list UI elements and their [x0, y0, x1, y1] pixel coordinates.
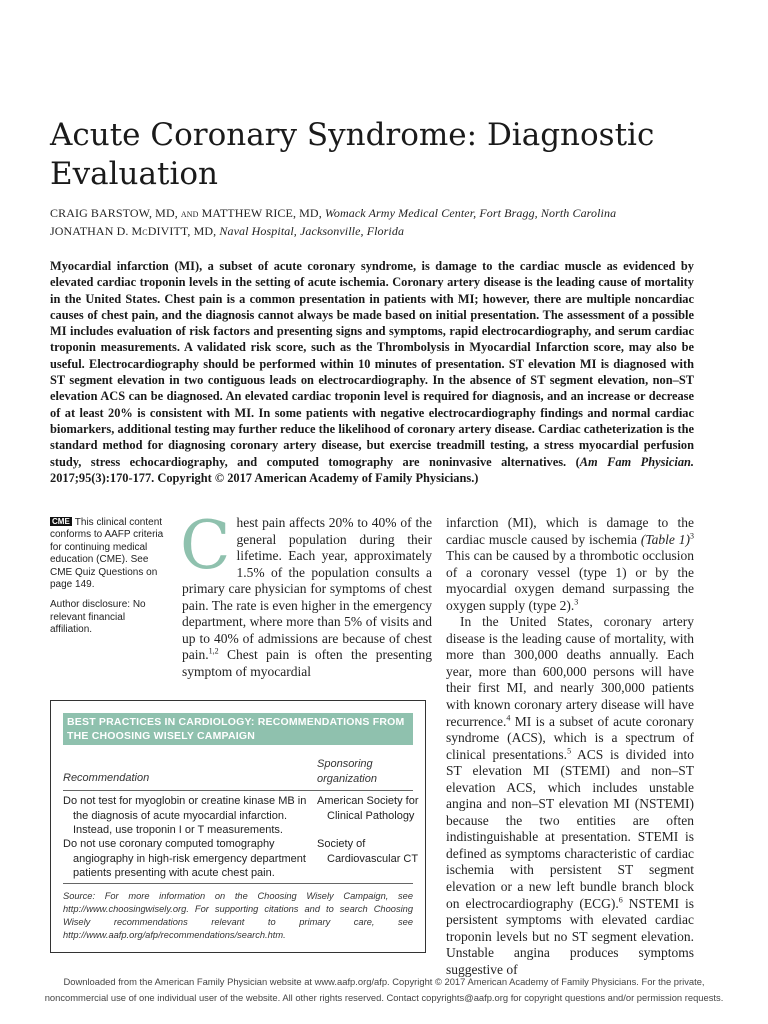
column-header-organization: Sponsoring organization: [317, 758, 377, 785]
page-title: Acute Coronary Syndrome: Diagnostic Evaluation: [50, 117, 655, 192]
body-column-2: [446, 515, 694, 978]
sidebar-notes: [50, 517, 165, 645]
best-practices-box: [50, 700, 426, 953]
best-practices-source: Source: For more information on the Choosing Wisely Campaign, see http://www.choosingwisely.org. For supporting citations and to search Choosing Wisely recommendations relevant to primary care, see http://www.aafp.org/afp/recommendations/search.htm.: [63, 891, 413, 940]
author-names: CRAIG BARSTOW, MD, and MATTHEW RICE, MD,: [50, 206, 322, 220]
body-text: NSTEMI is persistent symptoms with elevated cardiac troponin levels but no ST segment elevation. Unstable angina produces symptoms suggestive of: [446, 895, 694, 977]
best-practices-header: BEST PRACTICES IN CARDIOLOGY: RECOMMENDATIONS FROM THE CHOOSING WISELY CAMPAIGN: [63, 713, 413, 745]
body-column-1: [180, 507, 432, 680]
author-affiliation: Naval Hospital, Jacksonville, Florida: [219, 224, 405, 238]
citation-superscript: 3: [574, 597, 579, 607]
citation-superscript: 4: [506, 713, 511, 723]
citation-superscript: 1,2: [208, 646, 219, 656]
body-text: Chest pain is often the presenting symptom of myocardial: [182, 647, 432, 679]
author-line-2: [50, 223, 730, 239]
body-text: In the United States, coronary artery disease is the leading cause of mortality, with more than 300,000 deaths annually. Each year, more than 600,000 persons will have their first MI, and nearly 300,000 patients with known coronary artery disease will have recurrence.: [446, 614, 694, 729]
recommendation-cell: Do not use coronary computed tomography angiography in high-risk emergency department patients presenting with acute chest pain.: [63, 838, 306, 880]
author-affiliation: Womack Army Medical Center, Fort Bragg, North Carolina: [324, 206, 617, 220]
abstract-citation-rest: 2017;95(3):170-177. Copyright © 2017 American Academy of Family Physicians.): [50, 470, 479, 485]
abstract-text: Myocardial infarction (MI), a subset of acute coronary syndrome, is damage to the cardiac muscle as evidenced by elevated cardiac troponin levels in the setting of acute ischemia. Coronary artery disease is the leading cause of mortality in the United States. Chest pain is a common presentation in patients with MI; however, there are multiple noncardiac causes of chest pain, and the diagnosis cannot always be made based on initial presentation. The assessment of a possible MI includes evaluation of risk factors and presenting signs and symptoms, rapid electrocardiography, and serum cardiac troponin measurements. A validated risk score, such as the Thrombolysis in Myocardial Infarction score, may also be useful. Electrocardiography should be performed within 10 minutes of presentation. ST elevation MI is diagnosed with ST segment elevation in two contiguous leads on electrocardiography. In the absence of ST segment elevation, non–ST elevation ACS can be diagnosed. An elevated cardiac troponin level is required for diagnosis, and an increase or decrease of at least 20% is consistent with MI. In some patients with negative electrocardiography findings and normal cardiac biomarkers, additional testing may further reduce the likelihood of coronary artery disease. Cardiac catheterization is the standard method for diagnosing coronary artery disease, but exercise treadmill testing, a stress myocardial perfusion study, stress echocardiography, and computed tomography are noninvasive alternatives. (: [50, 259, 694, 469]
cme-text: This clinical content conforms to AAFP criteria for continuing medical education (CME). See CME Quiz Questions on page 149.: [50, 517, 164, 591]
cme-note: [50, 517, 165, 591]
body-paragraph: [446, 515, 694, 614]
body-paragraph: [446, 614, 694, 978]
body-text: MI is a subset of acute coronary syndrome (ACS), which is a spectrum of clinical presentations.: [446, 713, 694, 762]
recommendation-cell: Do not test for myoglobin or creatine kinase MB in the diagnosis of acute myocardial infarction. Instead, use troponin I or T measurements.: [63, 795, 307, 837]
author-names: JONATHAN D. McDIVITT, MD,: [50, 224, 217, 238]
cme-badge: CME: [52, 517, 70, 526]
drop-cap: C: [180, 507, 231, 584]
body-paragraph: [180, 507, 432, 680]
table-reference: (Table 1): [640, 531, 690, 547]
citation-superscript: 3: [689, 531, 694, 541]
organization-cell: American Society for Clinical Pathology: [317, 795, 419, 822]
body-text: hest pain affects 20% to 40% of the general population during their lifetime. Each year, approximately 1.5% of the population consults a primary care physician for symptoms of chest pain. The rate is even higher in the emergency department, where more than 5% of visits and up to 40% of admissions are because of chest pain.: [182, 515, 432, 663]
author-line-1: [50, 205, 730, 221]
abstract-citation-journal: Am Fam Physician.: [579, 454, 695, 469]
citation-superscript: 5: [567, 746, 572, 756]
body-text: infarction (MI), which is damage to the cardiac muscle caused by ischemia: [446, 515, 694, 547]
author-disclosure: Author disclosure: No relevant financial affiliation.: [50, 599, 146, 636]
citation-superscript: 6: [618, 895, 623, 905]
abstract: [50, 258, 694, 486]
table-divider: [63, 883, 413, 884]
copyright-footer: Downloaded from the American Family Physician website at www.aafp.org/afp. Copyright © 2017 American Academy of Family Physicians. For the private, noncommercial use of one individual user of the website. All other rights reserved. Contact copyrights@aafp.org for copyright questions and/or permission requests.: [44, 976, 724, 1003]
column-header-recommendation: Recommendation: [63, 772, 150, 784]
body-text: This can be caused by a thrombotic occlusion of a coronary vessel (type 1) or by the myocardial oxygen demand surpassing the oxygen supply (type 2).: [446, 548, 694, 613]
organization-cell: Society of Cardiovascular CT: [317, 838, 419, 865]
table-divider: [63, 790, 413, 791]
body-text: ACS is divided into ST elevation MI (STEMI) and non–ST elevation ACS, which includes unstable angina and non–ST elevation MI (NSTEMI) because the two entities are often indistinguishable at presentation. STEMI is defined as symptoms characteristic of cardiac ischemia with persistent ST segment elevation or a new left bundle branch block on electrocardiography (ECG).: [446, 746, 694, 911]
